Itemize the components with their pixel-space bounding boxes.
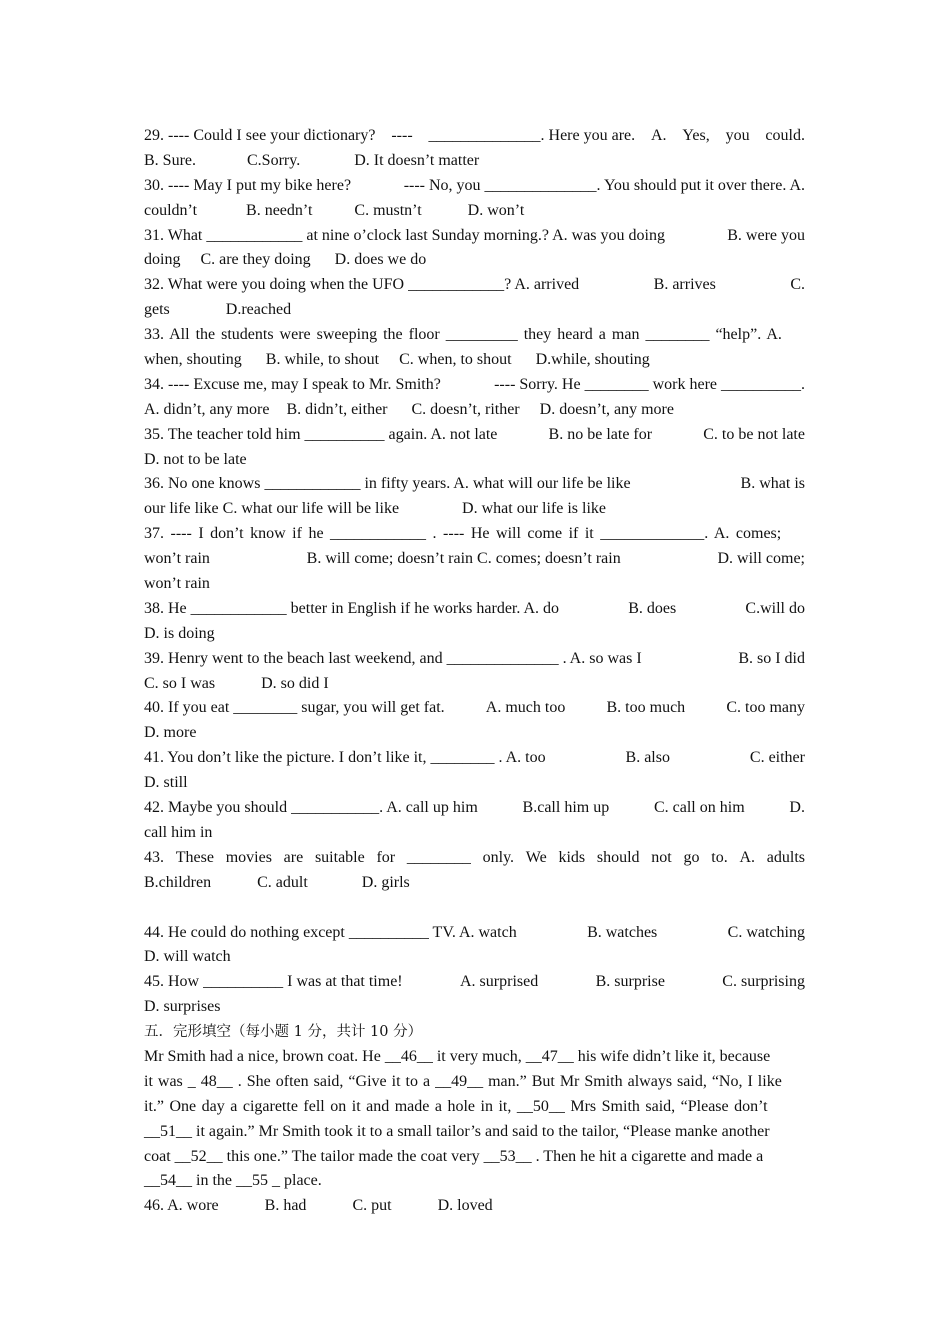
text: B. too much [606,699,686,717]
word: A. [739,848,756,866]
word: for [376,848,396,866]
question-45-options [144,995,805,1020]
question-33-options [144,348,805,373]
option: D. loved [437,1197,493,1215]
text: 30. ---- May I put my bike here? [144,176,352,194]
section-heading-text: 五．完形填空（每小题 1 分，共计 10 分） [144,1024,423,1041]
passage-text: coat __52__ this one.” The tailor made the coat very __53__ . Then he hit a cigarette and made a [144,1147,764,1165]
text: ---- [391,127,413,144]
word: suitable [314,848,365,866]
option: D. doesn’t, any more [539,400,674,418]
word: ________ [406,848,471,866]
text: ---- No, you ______________. You should put it over there. A. [403,176,805,194]
text: A. much too [485,699,566,717]
question-38-line-1 [144,597,805,622]
text: ---- Sorry. He ________ work here __________. [494,375,805,393]
text: B. does [628,599,677,617]
text: C. [790,276,805,294]
text: 38. He ____________ better in English if he works harder. A. do [144,599,560,617]
option: our life like C. what our life will be like [144,500,400,518]
text: C. either [749,749,805,767]
question-37-options-cont [144,572,805,597]
option: D. not to be late [144,450,247,468]
word: should [596,848,640,866]
text: B. arrives [653,276,716,294]
word: movies [225,848,272,866]
passage-line-4 [144,1120,805,1145]
question-44-line-1 [144,921,805,946]
question-39-options [144,672,805,697]
text: C.will do [745,599,805,617]
word: are [283,848,304,866]
text: 32. What were you doing when the UFO ____________? A. arrived [144,276,580,294]
option: D. does we do [334,251,427,269]
text: B. so I did [738,649,805,667]
question-35-options [144,448,805,473]
text: A. [651,127,667,144]
option: B. had [264,1197,307,1215]
text: B. what is [740,475,805,493]
question-43-line-1 [144,846,805,871]
text: 36. No one knows ____________ in fifty years. A. what will our life be like [144,475,631,493]
passage-line-1 [144,1045,805,1070]
question-45-line-1 [144,970,805,995]
question-31-line-1 [144,224,805,249]
exam-content [144,124,805,1219]
option: C. when, to shout [399,351,512,369]
question-37-line-1 [144,522,805,547]
option: C. mustn’t [354,201,422,219]
option: A. didn’t, any more [144,400,270,418]
passage-text: __54__ in the __55 _ place. [144,1172,322,1190]
question-34-line-1 [144,373,805,398]
section-heading [144,1020,805,1045]
question-41-line-1 [144,746,805,771]
passage-line-5 [144,1145,805,1170]
text: 42. Maybe you should ___________. A. call up him [144,799,478,817]
text: 44. He could do nothing except __________ TV. A. watch [144,923,517,941]
text: B. surprise [595,973,665,991]
text: C. too many [726,699,805,717]
option: B. Sure. [144,151,196,169]
option: D. is doing [144,624,215,642]
question-42-line-1 [144,796,805,821]
text: 34. ---- Excuse me, may I speak to Mr. Smith? [144,375,441,393]
text: D. [789,799,805,817]
text: 40. If you eat ________ sugar, you will get fat. [144,699,445,717]
passage-line-6 [144,1169,805,1194]
question-39-line-1 [144,647,805,672]
option: when, shouting [144,351,242,369]
word: 43. [144,848,164,866]
text: 41. You don’t like the picture. I don’t like it, ________ . A. too [144,749,546,767]
option: C. adult [257,873,308,891]
text: 29. ---- Could I see your dictionary? [144,127,376,144]
word: not [651,848,672,866]
option: D.while, shouting [535,351,650,369]
option: C. are they doing [200,251,311,269]
text: C. call on him [653,799,745,817]
question-42-options [144,821,805,846]
text: B. watches [587,923,658,941]
text: 37. ---- I don’t know if he ____________ . ---- He will come if it _____________. A. comes; [144,525,782,543]
text: C. surprising [722,973,805,991]
option: D. It doesn’t matter [354,151,480,169]
text: B. no be late for [548,425,653,443]
question-43-options [144,871,805,896]
passage-line-3 [144,1095,805,1120]
text: Yes, [682,127,710,144]
question-31-options [144,248,805,273]
blank-line [144,896,805,921]
text: A. surprised [460,973,539,991]
question-41-options [144,771,805,796]
question-32-line-1 [144,273,805,298]
option: B. while, to shout [265,351,380,369]
passage-text: it.” One day a cigarette fell on it and made a hole in it, __50__ Mrs Smith said, “Please don’t [144,1097,768,1115]
question-44-options [144,945,805,970]
question-36-options [144,497,805,522]
option: C. put [352,1197,392,1215]
option: D. more [144,724,197,742]
option: D. won’t [467,201,525,219]
text: ______________. Here you are. [428,127,636,144]
word: only. [482,848,515,866]
text: B.call him up [522,799,610,817]
word: We [525,848,547,866]
option: D. girls [361,873,410,891]
word: kids [558,848,586,866]
option: D.reached [225,301,292,319]
question-37-options [144,547,805,572]
option: D. still [144,774,188,792]
text: 35. The teacher told him __________ again. A. not late [144,425,498,443]
option: B.children [144,873,212,891]
option: doing [144,251,181,269]
text: 39. Henry went to the beach last weekend, and ______________ . A. so was I [144,649,642,667]
option: B. needn’t [246,201,313,219]
question-32-options [144,298,805,323]
question-40-options [144,721,805,746]
word: These [175,848,214,866]
option: D. will come; [717,550,805,568]
text: you [725,127,750,144]
text: 31. What ____________ at nine o’clock last Sunday morning.? A. was you doing [144,226,665,244]
question-38-options [144,622,805,647]
option: B. will come; doesn’t rain C. comes; doesn’t rain [306,550,621,568]
text: B. also [625,749,670,767]
question-33-line-1 [144,323,805,348]
option: D. surprises [144,998,221,1016]
question-30-line-1 [144,174,805,199]
option: couldn’t [144,201,198,219]
option: C.Sorry. [247,151,301,169]
option: C. so I was [144,674,216,692]
word: to. [711,848,728,866]
option: B. didn’t, either [286,400,388,418]
option: D. will watch [144,948,231,966]
option: won’t rain [144,575,210,593]
text: B. were you [727,226,805,244]
question-35-line-1 [144,423,805,448]
passage-text: __51__ it again.” Mr Smith took it to a small tailor’s and said to the tailor, “Please manke another [144,1122,770,1140]
question-40-line-1 [144,696,805,721]
question-46-options [144,1194,805,1219]
option: 46. A. wore [144,1197,219,1215]
option: won’t rain [144,550,210,568]
option: D. what our life is like [462,500,607,518]
passage-line-2 [144,1070,805,1095]
word: adults [766,848,805,866]
question-29-options [144,149,805,174]
text: C. to be not late [703,425,805,443]
word: go [683,848,700,866]
question-36-line-1 [144,472,805,497]
question-30-options [144,199,805,224]
option: gets [144,301,170,319]
option: call him in [144,823,213,841]
option: C. doesn’t, rither [411,400,520,418]
passage-text: Mr Smith had a nice, brown coat. He __46__ it very much, __47__ his wife didn’t like it, because [144,1047,771,1065]
passage-text: it was _ 48__ . She often said, “Give it to a __49__ man.” But Mr Smith always said, “No, I like [144,1072,782,1090]
text: 33. All the students were sweeping the floor _________ they heard a man ________ “help”. A. [144,326,782,344]
text: 45. How __________ I was at that time! [144,973,403,991]
text: could. [765,127,805,144]
question-34-options [144,398,805,423]
text: C. watching [727,923,805,941]
option: D. so did I [261,674,329,692]
question-29-line-1 [144,124,805,149]
